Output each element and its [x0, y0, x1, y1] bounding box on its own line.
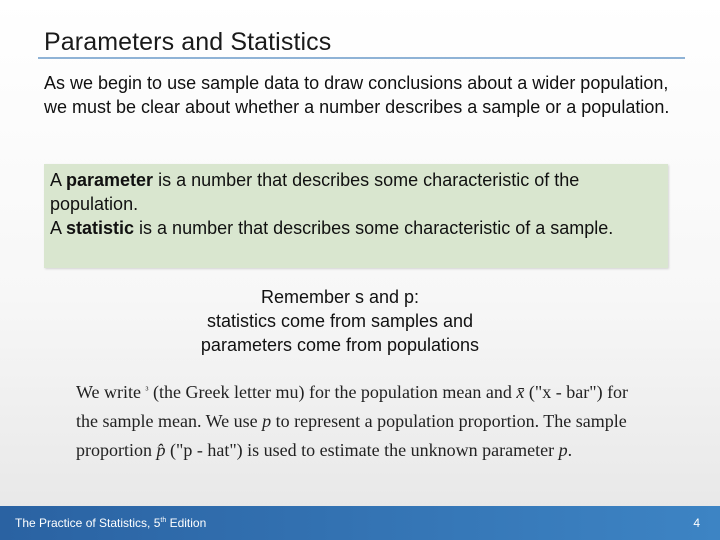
slide-title: Parameters and Statistics — [44, 28, 332, 56]
intro-paragraph: As we begin to use sample data to draw conclusions about a wider population, we must be clear about whether a number describes a sample or a population. — [44, 73, 670, 117]
page-number: 4 — [693, 516, 700, 530]
xbar-symbol: x̄ — [516, 382, 525, 402]
remember-line-3: parameters come from populations — [200, 335, 480, 355]
notation-paragraph: We write $^{^3}$ (the Greek letter mu) for the population mean and x̄ ("x - bar") for the sample mean. We use p to represent a population proportion. The sample proportion p̂ ("p - hat") is used to estimate the unknown parameter p. — [76, 382, 629, 460]
p-symbol: p — [262, 411, 272, 431]
phat-symbol: p̂ — [156, 440, 166, 460]
statistic-term: statistic — [66, 218, 135, 238]
parameter-term: parameter — [66, 170, 154, 190]
remember-note — [0, 285, 680, 357]
remember-line-2: statistics come from samples and — [206, 311, 474, 331]
title-underline — [38, 57, 685, 59]
book-title: The Practice of Statistics, 5th Edition — [15, 516, 207, 530]
remember-line-1: Remember s and p: — [260, 287, 420, 307]
parameter-definition: A parameter is a number that describes some characteristic of the population. — [50, 170, 580, 214]
footer-bar — [0, 506, 720, 540]
p-symbol-2: p — [558, 440, 568, 460]
definition-text — [50, 168, 662, 240]
definition-box — [44, 164, 668, 268]
statistic-definition: A statistic is a number that describes some characteristic of a sample. — [50, 218, 614, 238]
mu-symbol: ³ — [145, 385, 149, 396]
